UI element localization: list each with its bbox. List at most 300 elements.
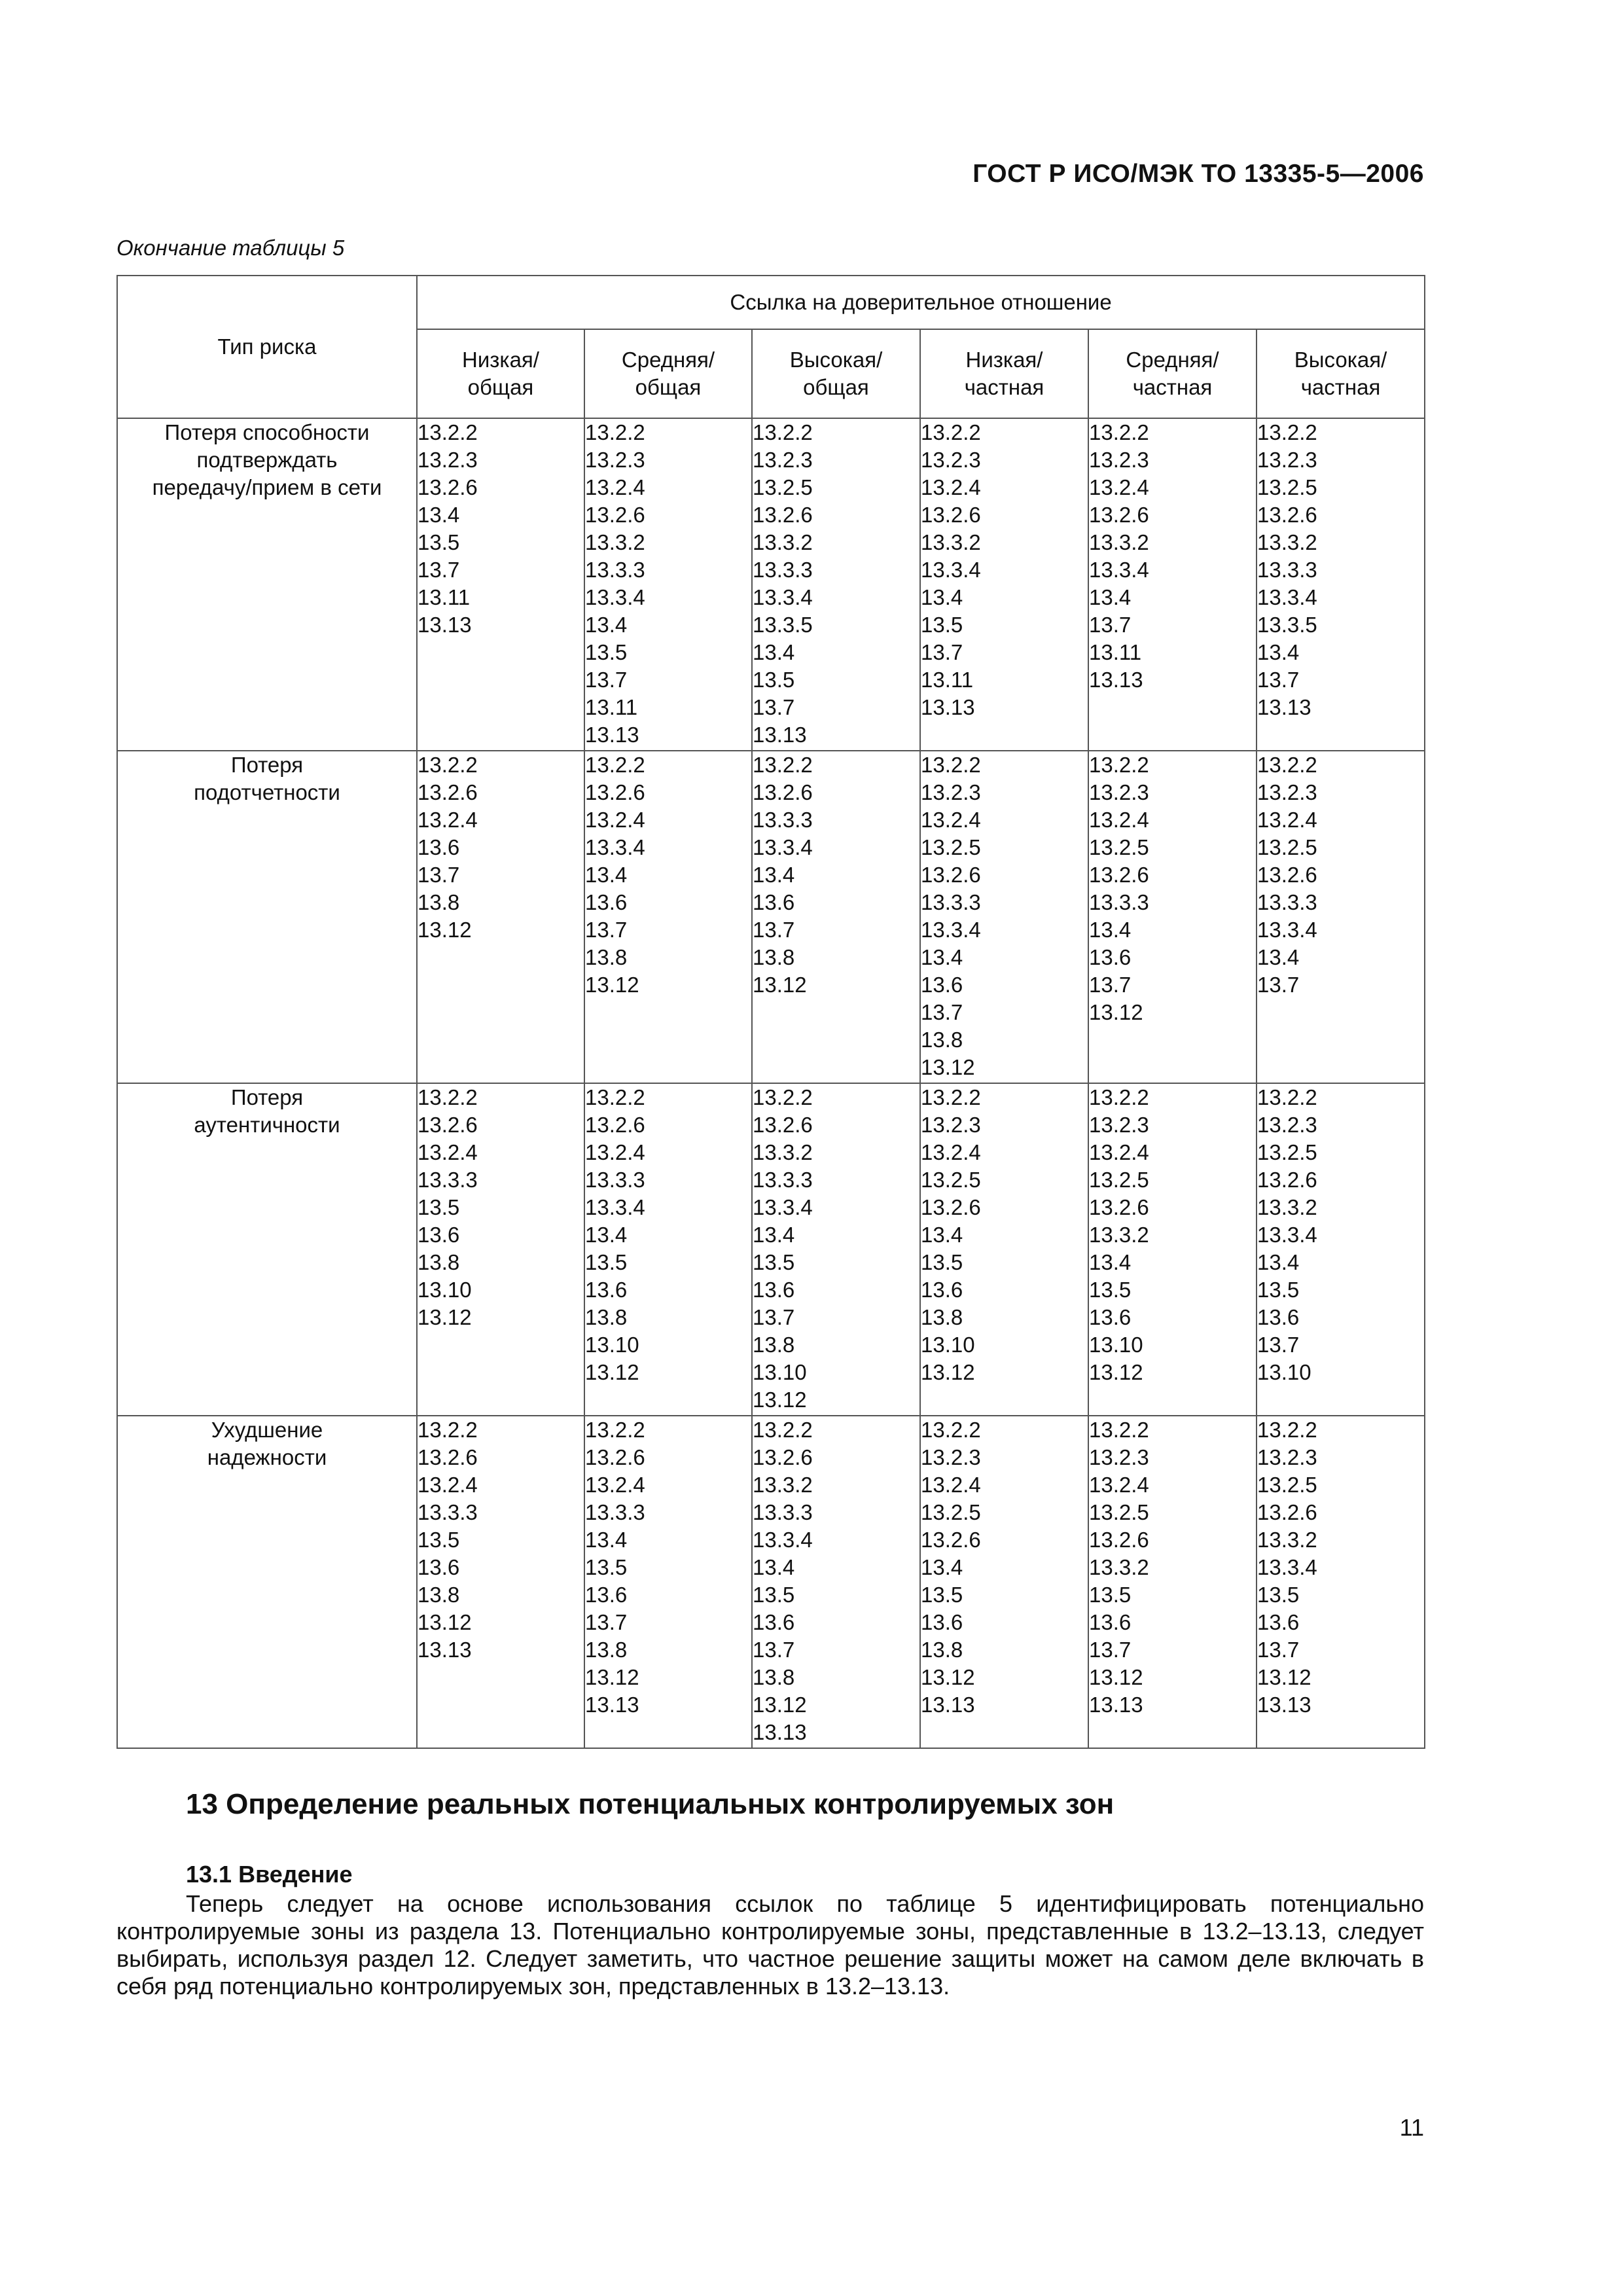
reference-item: 13.5 <box>1257 1583 1300 1607</box>
reference-item: 13.2.3 <box>1089 780 1149 804</box>
reference-item: 13.8 <box>585 1305 628 1329</box>
reference-item: 13.7 <box>921 640 963 664</box>
reference-item: 13.2.2 <box>1257 753 1317 777</box>
reference-item: 13.2.6 <box>585 1113 645 1137</box>
reference-item: 13.6 <box>921 1278 963 1302</box>
reference-cell <box>1088 751 1257 1083</box>
document-header: ГОСТ Р ИСО/МЭК ТО 13335-5—2006 <box>972 160 1424 188</box>
column-header-line1: Низкая/ <box>462 348 539 372</box>
reference-item: 13.4 <box>1089 918 1132 942</box>
reference-item: 13.12 <box>921 1360 975 1384</box>
reference-item: 13.3.3 <box>753 1500 813 1524</box>
reference-item: 13.13 <box>921 695 975 719</box>
reference-item: 13.2.6 <box>585 780 645 804</box>
reference-item: 13.12 <box>585 973 639 997</box>
reference-item: 13.11 <box>585 695 638 719</box>
reference-item: 13.6 <box>1089 1305 1132 1329</box>
reference-cell <box>1088 418 1257 751</box>
reference-item: 13.3.4 <box>585 835 645 859</box>
reference-item: 13.2.3 <box>585 448 645 472</box>
reference-cell <box>920 418 1088 751</box>
reference-item: 13.4 <box>1089 585 1132 609</box>
column-header <box>752 329 920 418</box>
risk-type-line: Потеря <box>230 753 304 777</box>
risk-type-line: Потеря способности <box>164 420 370 444</box>
reference-cell <box>417 1083 584 1416</box>
reference-item: 13.2.2 <box>585 1085 645 1109</box>
reference-item: 13.2.6 <box>1257 863 1317 887</box>
reference-item: 13.7 <box>753 1305 795 1329</box>
column-header-line1: Высокая/ <box>789 348 883 372</box>
reference-item: 13.2.6 <box>418 1445 478 1469</box>
reference-item: 13.2.4 <box>1089 808 1149 832</box>
subsection-heading: 13.1 Введение <box>186 1861 353 1888</box>
reference-item: 13.3.3 <box>753 808 813 832</box>
reference-item: 13.2.4 <box>585 1473 645 1497</box>
reference-item: 13.2.4 <box>921 1473 981 1497</box>
reference-item: 13.7 <box>585 918 628 942</box>
reference-item: 13.4 <box>753 863 795 887</box>
reference-item: 13.3.4 <box>585 1195 645 1219</box>
reference-item: 13.5 <box>753 1250 795 1274</box>
reference-cell <box>1257 1083 1425 1416</box>
reference-item: 13.12 <box>1257 1665 1311 1689</box>
reference-cell <box>584 1416 752 1748</box>
reference-item: 13.3.2 <box>1257 1195 1317 1219</box>
reference-item: 13.2.2 <box>418 420 478 444</box>
reference-item: 13.13 <box>1257 1693 1311 1717</box>
reference-item: 13.2.4 <box>585 1140 645 1164</box>
reference-item: 13.2.5 <box>1257 835 1317 859</box>
reference-item: 13.3.4 <box>1089 558 1149 582</box>
reference-item: 13.12 <box>753 1693 807 1717</box>
reference-cell <box>417 418 584 751</box>
reference-item: 13.2.4 <box>921 808 981 832</box>
table-row <box>117 751 1425 1083</box>
column-header-line2: общая <box>803 375 869 399</box>
reference-item: 13.2.6 <box>585 1445 645 1469</box>
reference-item: 13.12 <box>1089 1665 1143 1689</box>
reference-item: 13.12 <box>753 1388 807 1412</box>
reference-item: 13.5 <box>418 530 460 554</box>
reference-item: 13.3.3 <box>585 1168 645 1192</box>
reference-item: 13.2.2 <box>585 753 645 777</box>
reference-item: 13.6 <box>921 1610 963 1634</box>
reference-item: 13.2.5 <box>1089 1500 1149 1524</box>
reference-item: 13.3.3 <box>585 1500 645 1524</box>
column-header <box>1257 329 1425 418</box>
column-header-line1: Высокая/ <box>1294 348 1387 372</box>
reference-item: 13.11 <box>921 668 974 692</box>
reference-cell <box>752 418 920 751</box>
reference-item: 13.2.2 <box>1089 420 1149 444</box>
reference-cell <box>417 751 584 1083</box>
reference-item: 13.2.6 <box>921 503 981 527</box>
reference-item: 13.2.2 <box>1089 1085 1149 1109</box>
reference-item: 13.3.2 <box>1257 530 1317 554</box>
reference-cell <box>920 1083 1088 1416</box>
reference-item: 13.2.4 <box>1089 475 1149 499</box>
reference-item: 13.2.6 <box>1089 1528 1149 1552</box>
reference-item: 13.2.2 <box>753 753 813 777</box>
reference-item: 13.2.3 <box>921 448 981 472</box>
reference-cell <box>584 751 752 1083</box>
reference-item: 13.10 <box>1089 1333 1143 1357</box>
reference-item: 13.3.3 <box>921 890 981 914</box>
reference-item: 13.8 <box>753 1665 795 1689</box>
reference-item: 13.5 <box>418 1195 460 1219</box>
reference-item: 13.11 <box>1089 640 1142 664</box>
reference-item: 13.2.6 <box>753 1113 813 1137</box>
reference-item: 13.5 <box>753 668 795 692</box>
column-header <box>1088 329 1257 418</box>
reference-item: 13.7 <box>418 863 460 887</box>
reference-item: 13.6 <box>753 890 795 914</box>
reference-item: 13.5 <box>1257 1278 1300 1302</box>
reference-item: 13.6 <box>753 1278 795 1302</box>
reference-item: 13.3.2 <box>753 1140 813 1164</box>
reference-item: 13.4 <box>585 1223 628 1247</box>
reference-item: 13.2.2 <box>753 1085 813 1109</box>
reference-item: 13.4 <box>753 1555 795 1579</box>
reference-item: 13.2.3 <box>1089 1113 1149 1137</box>
column-header <box>920 329 1088 418</box>
reference-item: 13.5 <box>585 1555 628 1579</box>
table-row <box>117 1416 1425 1748</box>
reference-item: 13.2.3 <box>753 448 813 472</box>
reference-item: 13.2.2 <box>1089 753 1149 777</box>
reference-item: 13.2.4 <box>921 1140 981 1164</box>
reference-item: 13.3.3 <box>585 558 645 582</box>
reference-item: 13.2.6 <box>921 1195 981 1219</box>
reference-item: 13.2.2 <box>921 753 981 777</box>
column-header-line2: частная <box>1132 375 1213 399</box>
reference-cell <box>752 751 920 1083</box>
risk-type-line: Потеря <box>230 1085 304 1109</box>
reference-item: 13.7 <box>585 668 628 692</box>
reference-item: 13.7 <box>418 558 460 582</box>
reference-item: 13.7 <box>1257 1333 1300 1357</box>
reference-cell <box>1088 1416 1257 1748</box>
column-header <box>417 329 584 418</box>
reference-item: 13.7 <box>1257 1638 1300 1662</box>
reference-item: 13.3.2 <box>1257 1528 1317 1552</box>
reference-item: 13.7 <box>753 918 795 942</box>
reference-item: 13.2.3 <box>1257 1113 1317 1137</box>
column-header-line1: Средняя/ <box>621 348 715 372</box>
reference-item: 13.3.4 <box>921 558 981 582</box>
reference-cell <box>752 1083 920 1416</box>
reference-item: 13.6 <box>1257 1610 1300 1634</box>
reference-item: 13.8 <box>418 1250 460 1274</box>
reference-item: 13.3.3 <box>1257 890 1317 914</box>
reference-item: 13.2.6 <box>1089 863 1149 887</box>
reference-cell <box>1257 751 1425 1083</box>
reference-item: 13.2.2 <box>585 420 645 444</box>
reference-item: 13.13 <box>418 613 472 637</box>
reference-item: 13.5 <box>418 1528 460 1552</box>
reference-item: 13.2.3 <box>921 1113 981 1137</box>
risk-type-line: Ухудшение <box>211 1418 323 1442</box>
reference-item: 13.2.6 <box>418 780 478 804</box>
reference-item: 13.4 <box>753 640 795 664</box>
reference-item: 13.4 <box>753 1223 795 1247</box>
table-row <box>117 418 1425 751</box>
reference-item: 13.2.2 <box>418 753 478 777</box>
reference-item: 13.6 <box>418 835 460 859</box>
reference-item: 13.13 <box>921 1693 975 1717</box>
reference-item: 13.10 <box>585 1333 639 1357</box>
reference-item: 13.4 <box>418 503 460 527</box>
reference-item: 13.2.2 <box>753 1418 813 1442</box>
reference-item: 13.2.4 <box>585 808 645 832</box>
reference-item: 13.2.2 <box>1257 1085 1317 1109</box>
reference-item: 13.2.5 <box>1089 835 1149 859</box>
reference-item: 13.2.4 <box>921 475 981 499</box>
reference-item: 13.3.4 <box>1257 1555 1317 1579</box>
reference-item: 13.4 <box>921 1555 963 1579</box>
reference-item: 13.2.2 <box>753 420 813 444</box>
reference-item: 13.2.3 <box>1089 1445 1149 1469</box>
reference-item: 13.5 <box>585 1250 628 1274</box>
risk-type-line: надежности <box>207 1445 327 1469</box>
reference-item: 13.10 <box>921 1333 975 1357</box>
reference-item: 13.7 <box>1089 1638 1132 1662</box>
reference-cell <box>1257 418 1425 751</box>
risk-type-cell <box>117 751 417 1083</box>
reference-item: 13.3.2 <box>1089 1223 1149 1247</box>
reference-item: 13.12 <box>585 1360 639 1384</box>
reference-item: 13.10 <box>753 1360 807 1384</box>
reference-item: 13.13 <box>1089 1693 1143 1717</box>
reference-item: 13.10 <box>1257 1360 1311 1384</box>
reference-item: 13.4 <box>921 585 963 609</box>
reference-item: 13.12 <box>418 918 472 942</box>
risk-type-cell <box>117 418 417 751</box>
reference-item: 13.4 <box>921 945 963 969</box>
reference-item: 13.2.4 <box>585 475 645 499</box>
reference-item: 13.5 <box>585 640 628 664</box>
reference-item: 13.8 <box>921 1028 963 1052</box>
reference-item: 13.3.2 <box>1089 1555 1149 1579</box>
reference-item: 13.3.4 <box>1257 918 1317 942</box>
reference-item: 13.3.2 <box>921 530 981 554</box>
reference-item: 13.3.2 <box>753 1473 813 1497</box>
reference-item: 13.3.2 <box>585 530 645 554</box>
reference-item: 13.2.6 <box>585 503 645 527</box>
reference-item: 13.8 <box>753 945 795 969</box>
reference-item: 13.2.4 <box>1089 1140 1149 1164</box>
reference-item: 13.2.2 <box>418 1085 478 1109</box>
reference-item: 13.4 <box>585 1528 628 1552</box>
table-caption: Окончание таблицы 5 <box>116 236 345 260</box>
reference-item: 13.2.6 <box>921 863 981 887</box>
reference-item: 13.2.6 <box>418 1113 478 1137</box>
reference-item: 13.2.3 <box>1257 448 1317 472</box>
reference-item: 13.8 <box>418 890 460 914</box>
reference-item: 13.12 <box>418 1610 472 1634</box>
reference-item: 13.2.2 <box>1257 1418 1317 1442</box>
reference-item: 13.10 <box>418 1278 472 1302</box>
reference-cell <box>584 1083 752 1416</box>
reference-item: 13.7 <box>1089 973 1132 997</box>
reference-item: 13.6 <box>1089 945 1132 969</box>
reference-item: 13.2.2 <box>418 1418 478 1442</box>
reference-item: 13.4 <box>1257 640 1300 664</box>
reference-item: 13.8 <box>921 1638 963 1662</box>
reference-item: 13.12 <box>585 1665 639 1689</box>
reference-item: 13.2.5 <box>1089 1168 1149 1192</box>
reference-cell <box>417 1416 584 1748</box>
reference-item: 13.2.6 <box>753 1445 813 1469</box>
reference-item: 13.6 <box>585 1278 628 1302</box>
reference-item: 13.2.2 <box>921 1085 981 1109</box>
column-header-line2: частная <box>1300 375 1381 399</box>
reference-item: 13.5 <box>1089 1278 1132 1302</box>
reference-item: 13.13 <box>1257 695 1311 719</box>
reference-item: 13.3.3 <box>753 558 813 582</box>
risk-type-line: подтверждать <box>196 448 338 472</box>
reference-item: 13.2.3 <box>418 448 478 472</box>
reference-item: 13.2.6 <box>753 780 813 804</box>
reference-item: 13.2.2 <box>921 1418 981 1442</box>
risk-type-line: передачу/прием в сети <box>152 475 382 499</box>
column-header-line1: Низкая/ <box>965 348 1043 372</box>
reference-item: 13.3.4 <box>753 1528 813 1552</box>
reference-item: 13.5 <box>753 1583 795 1607</box>
reference-item: 13.6 <box>753 1610 795 1634</box>
reference-item: 13.3.4 <box>753 835 813 859</box>
reference-item: 13.2.4 <box>418 808 478 832</box>
reference-item: 13.6 <box>418 1555 460 1579</box>
reference-item: 13.13 <box>1089 668 1143 692</box>
reference-item: 13.4 <box>1089 1250 1132 1274</box>
reference-cell <box>920 1416 1088 1748</box>
reference-item: 13.2.5 <box>753 475 813 499</box>
reference-item: 13.2.5 <box>921 1500 981 1524</box>
reference-item: 13.11 <box>418 585 471 609</box>
reference-item: 13.12 <box>1089 1360 1143 1384</box>
reference-item: 13.2.2 <box>921 420 981 444</box>
risk-type-line: аутентичности <box>194 1113 340 1137</box>
reference-item: 13.7 <box>753 1638 795 1662</box>
reference-item: 13.12 <box>418 1305 472 1329</box>
reference-item: 13.3.3 <box>1257 558 1317 582</box>
reference-item: 13.8 <box>753 1333 795 1357</box>
reference-table <box>116 275 1425 1749</box>
section-heading: 13 Определение реальных потенциальных контролируемых зон <box>186 1788 1115 1820</box>
reference-item: 13.2.4 <box>418 1140 478 1164</box>
reference-item: 13.5 <box>921 613 963 637</box>
reference-item: 13.2.6 <box>418 475 478 499</box>
column-header-line2: частная <box>964 375 1044 399</box>
reference-item: 13.3.3 <box>418 1168 478 1192</box>
reference-cell <box>1088 1083 1257 1416</box>
reference-item: 13.13 <box>753 1720 807 1744</box>
reference-item: 13.3.2 <box>1089 530 1149 554</box>
reference-item: 13.2.6 <box>921 1528 981 1552</box>
reference-item: 13.2.5 <box>921 1168 981 1192</box>
reference-item: 13.7 <box>1257 973 1300 997</box>
body-paragraph: Теперь следует на основе использования ссылок по таблице 5 идентифицировать потенциально контролируемые зоны из раздела 13. Потенциально контролируемые зоны, представленные в 13.2–13.13, следует выбирать, используя раздел 12. Следует заметить, что частное решение защиты может на самом деле включать в себя ряд потенциально контролируемых зон, представленных в 13.2–13.13. <box>116 1890 1424 2000</box>
reference-item: 13.2.5 <box>1257 1140 1317 1164</box>
reference-item: 13.3.2 <box>753 530 813 554</box>
reference-item: 13.2.6 <box>1257 503 1317 527</box>
page-number: 11 <box>1399 2114 1424 2141</box>
reference-item: 13.2.4 <box>418 1473 478 1497</box>
reference-item: 13.2.6 <box>1089 1195 1149 1219</box>
reference-item: 13.13 <box>585 723 639 747</box>
reference-cell <box>1257 1416 1425 1748</box>
reference-item: 13.12 <box>753 973 807 997</box>
reference-item: 13.13 <box>585 1693 639 1717</box>
reference-item: 13.6 <box>585 1583 628 1607</box>
reference-item: 13.2.2 <box>1089 1418 1149 1442</box>
reference-item: 13.7 <box>1257 668 1300 692</box>
reference-item: 13.4 <box>1257 945 1300 969</box>
reference-item: 13.8 <box>585 1638 628 1662</box>
column-header-line2: общая <box>467 375 534 399</box>
column-header-line1: Средняя/ <box>1126 348 1219 372</box>
table-body <box>117 418 1425 1748</box>
reference-item: 13.12 <box>921 1665 975 1689</box>
reference-item: 13.13 <box>418 1638 472 1662</box>
reference-item: 13.2.4 <box>1257 808 1317 832</box>
reference-item: 13.12 <box>1089 1000 1143 1024</box>
reference-item: 13.3.4 <box>585 585 645 609</box>
reference-item: 13.7 <box>1089 613 1132 637</box>
reference-item: 13.3.5 <box>1257 613 1317 637</box>
reference-item: 13.4 <box>585 863 628 887</box>
reference-item: 13.2.2 <box>585 1418 645 1442</box>
column-header <box>584 329 752 418</box>
reference-item: 13.3.4 <box>753 585 813 609</box>
risk-type-header: Тип риска <box>117 276 417 418</box>
reference-item: 13.5 <box>921 1250 963 1274</box>
reference-item: 13.8 <box>921 1305 963 1329</box>
reference-cell <box>752 1416 920 1748</box>
reference-item: 13.2.5 <box>921 835 981 859</box>
reference-item: 13.2.6 <box>753 503 813 527</box>
reference-item: 13.3.4 <box>1257 1223 1317 1247</box>
reference-item: 13.4 <box>585 613 628 637</box>
reference-item: 13.2.3 <box>1257 1445 1317 1469</box>
reference-item: 13.4 <box>921 1223 963 1247</box>
reference-cell <box>584 418 752 751</box>
reference-item: 13.3.3 <box>1089 890 1149 914</box>
reference-item: 13.2.5 <box>1257 1473 1317 1497</box>
reference-item: 13.2.3 <box>921 780 981 804</box>
reference-item: 13.2.3 <box>1089 448 1149 472</box>
risk-type-cell <box>117 1083 417 1416</box>
reference-item: 13.7 <box>753 695 795 719</box>
reference-cell <box>920 751 1088 1083</box>
reference-item: 13.2.6 <box>1257 1500 1317 1524</box>
reference-item: 13.12 <box>921 1055 975 1079</box>
reference-item: 13.8 <box>585 945 628 969</box>
trust-reference-header: Ссылка на доверительное отношение <box>417 276 1425 329</box>
risk-type-line: подотчетности <box>194 780 340 804</box>
reference-item: 13.6 <box>921 973 963 997</box>
reference-item: 13.7 <box>585 1610 628 1634</box>
reference-item: 13.6 <box>418 1223 460 1247</box>
reference-item: 13.13 <box>753 723 807 747</box>
reference-item: 13.6 <box>1089 1610 1132 1634</box>
reference-item: 13.3.4 <box>1257 585 1317 609</box>
reference-item: 13.3.3 <box>418 1500 478 1524</box>
reference-item: 13.8 <box>418 1583 460 1607</box>
reference-item: 13.5 <box>921 1583 963 1607</box>
